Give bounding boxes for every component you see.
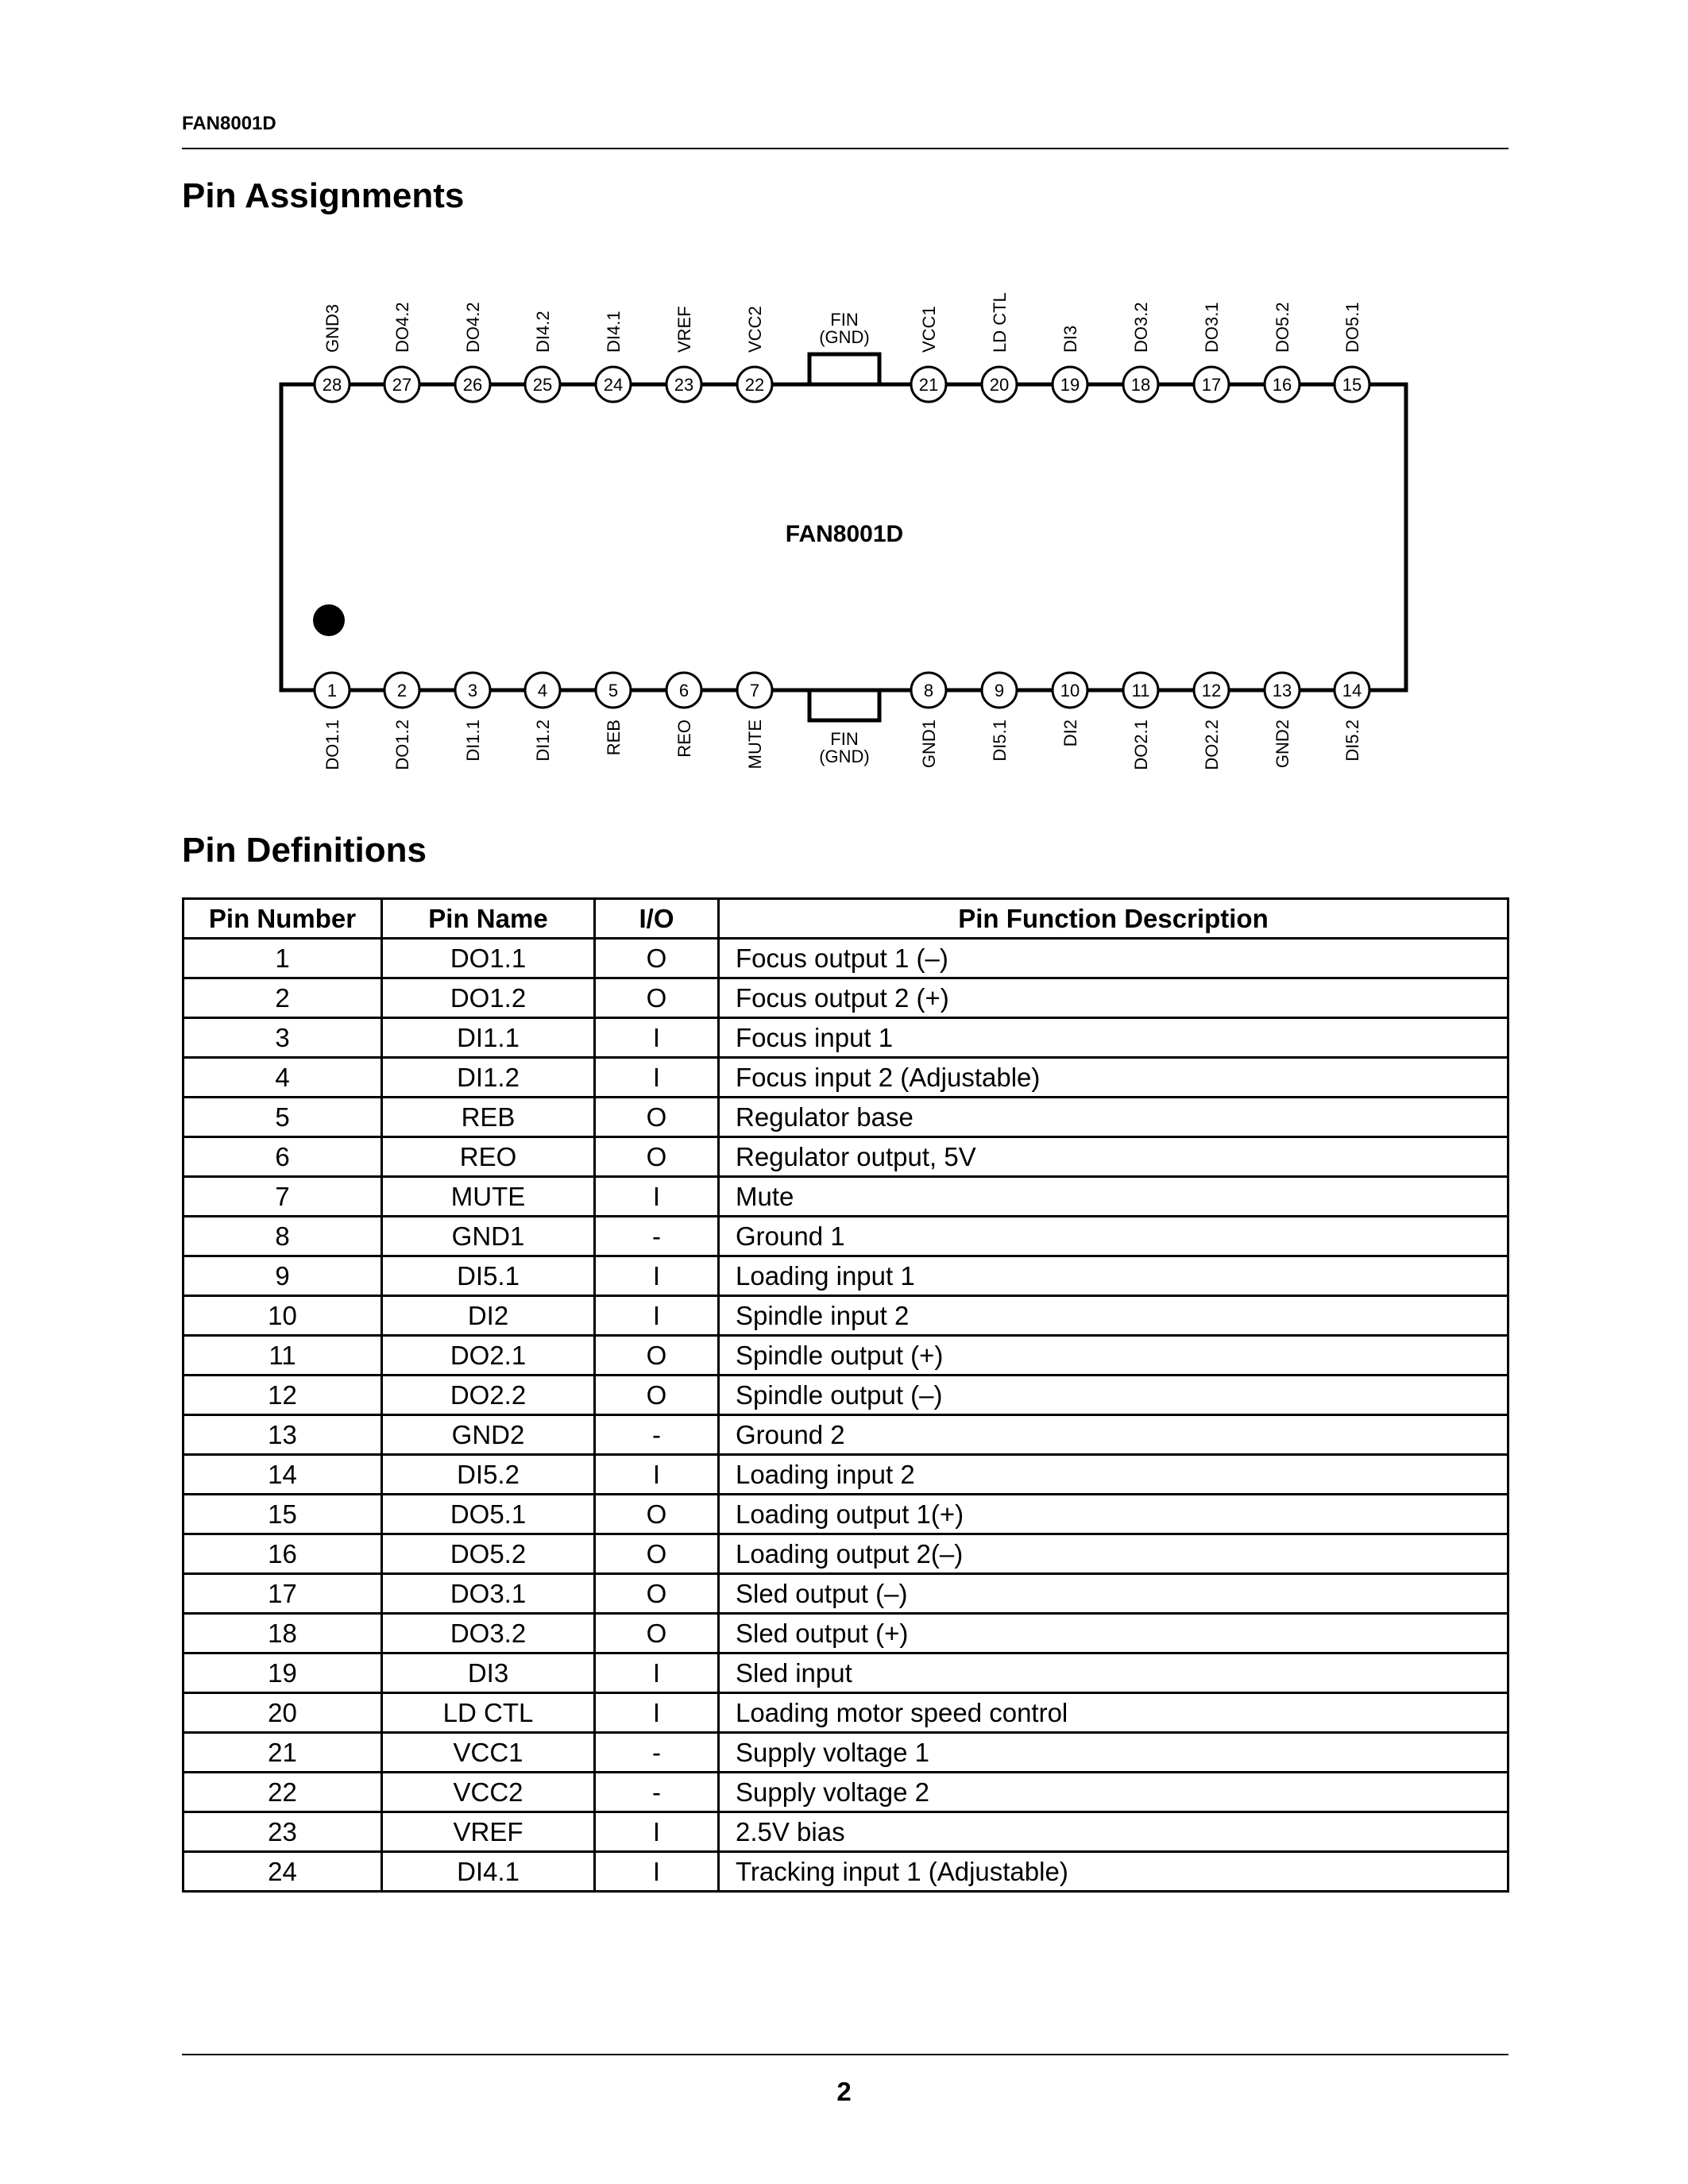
cell-pin-number: 11 <box>183 1336 382 1376</box>
pin-8-label: GND1 <box>919 720 939 769</box>
fin-tab-top <box>809 354 879 384</box>
cell-pin-number: 13 <box>183 1415 382 1455</box>
cell-pin-number: 20 <box>183 1693 382 1733</box>
cell-io: O <box>595 1098 719 1137</box>
pin-25-label: DI4.2 <box>533 311 553 353</box>
cell-pin-number: 15 <box>183 1495 382 1534</box>
cell-description: Ground 2 <box>719 1415 1508 1455</box>
cell-description: Spindle output (–) <box>719 1376 1508 1415</box>
cell-io: I <box>595 1812 719 1852</box>
cell-io: O <box>595 1137 719 1177</box>
cell-pin-name: MUTE <box>382 1177 595 1217</box>
section-title-pin-assignments: Pin Assignments <box>182 176 465 215</box>
cell-pin-name: DI5.1 <box>382 1256 595 1296</box>
cell-pin-number: 21 <box>183 1733 382 1773</box>
fin-tab-bottom <box>809 690 879 720</box>
cell-io: I <box>595 1653 719 1693</box>
page-number: 2 <box>836 2077 852 2106</box>
cell-pin-name: DO3.2 <box>382 1614 595 1653</box>
pin-25-number: 25 <box>532 375 553 395</box>
pin-11-number: 11 <box>1131 681 1150 700</box>
cell-io: O <box>595 939 719 978</box>
table-row <box>183 1296 1508 1336</box>
cell-pin-name: DI1.1 <box>382 1018 595 1058</box>
cell-description: Tracking input 1 (Adjustable) <box>719 1852 1508 1892</box>
pin-9-label: DI5.1 <box>990 720 1010 762</box>
pin-1-number: 1 <box>326 681 338 700</box>
pin-4-number: 4 <box>537 681 548 700</box>
pin-19-label: DI3 <box>1060 325 1080 353</box>
cell-io: I <box>595 1455 719 1495</box>
pin-22-number: 22 <box>744 375 765 395</box>
pin-21-number: 21 <box>918 375 939 395</box>
pin-9-number: 9 <box>994 681 1005 700</box>
pin-27-number: 27 <box>392 375 412 395</box>
pin-11-label: DO2.1 <box>1131 720 1151 770</box>
table-row <box>183 1058 1508 1098</box>
cell-io: I <box>595 1177 719 1217</box>
cell-description: Focus output 1 (–) <box>719 939 1508 978</box>
cell-description: Sled output (+) <box>719 1614 1508 1653</box>
cell-description: Supply voltage 1 <box>719 1733 1508 1773</box>
pin-7-number: 7 <box>749 681 760 700</box>
cell-io: I <box>595 1693 719 1733</box>
pin-16-number: 16 <box>1272 375 1292 395</box>
cell-pin-name: REO <box>382 1137 595 1177</box>
cell-pin-name: GND2 <box>382 1415 595 1455</box>
pin-4-label: DI1.2 <box>533 720 553 762</box>
table-row <box>183 1693 1508 1733</box>
footer-rule <box>182 2054 1508 2055</box>
cell-description: Loading output 1(+) <box>719 1495 1508 1534</box>
document-code: FAN8001D <box>182 113 276 134</box>
cell-io: O <box>595 1495 719 1534</box>
pin-23-number: 23 <box>674 375 694 395</box>
pin-10-label: DI2 <box>1060 720 1080 747</box>
table-row <box>183 939 1508 978</box>
table-row <box>183 1177 1508 1217</box>
pin1-marker-dot <box>313 604 345 636</box>
cell-pin-number: 9 <box>183 1256 382 1296</box>
cell-io: O <box>595 1574 719 1614</box>
cell-pin-name: DI2 <box>382 1296 595 1336</box>
pin-13-label: GND2 <box>1273 720 1292 769</box>
header-pin-number: Pin Number <box>183 899 382 939</box>
table-row <box>183 1773 1508 1812</box>
cell-description: Supply voltage 2 <box>719 1773 1508 1812</box>
table-header-row <box>183 899 1508 939</box>
pin-17-number: 17 <box>1201 375 1222 395</box>
cell-description: Loading input 2 <box>719 1455 1508 1495</box>
cell-description: Focus input 2 (Adjustable) <box>719 1058 1508 1098</box>
fin-bottom-gnd-label: (GND) <box>819 747 870 766</box>
pin-14-label: DI5.2 <box>1342 720 1362 762</box>
pin-16-label: DO5.2 <box>1273 302 1292 353</box>
cell-pin-name: VCC1 <box>382 1733 595 1773</box>
table-row <box>183 1018 1508 1058</box>
cell-description: Loading output 2(–) <box>719 1534 1508 1574</box>
cell-description: Loading input 1 <box>719 1256 1508 1296</box>
cell-pin-number: 8 <box>183 1217 382 1256</box>
chip-label: FAN8001D <box>785 521 904 547</box>
pin-28-number: 28 <box>322 375 342 395</box>
cell-io: I <box>595 1852 719 1892</box>
header-pin-name: Pin Name <box>382 899 595 939</box>
cell-pin-name: GND1 <box>382 1217 595 1256</box>
cell-io: - <box>595 1415 719 1455</box>
table-row <box>183 1455 1508 1495</box>
pin-23-label: VREF <box>674 306 694 353</box>
cell-pin-number: 5 <box>183 1098 382 1137</box>
pin-6-label: REO <box>674 720 694 758</box>
pin-26-label: DO4.2 <box>463 302 483 353</box>
cell-pin-number: 18 <box>183 1614 382 1653</box>
cell-pin-name: DI4.1 <box>382 1852 595 1892</box>
pin-19-number: 19 <box>1060 375 1080 395</box>
cell-pin-number: 24 <box>183 1852 382 1892</box>
fin-bottom-label: FIN <box>830 729 859 749</box>
cell-description: Regulator output, 5V <box>719 1137 1508 1177</box>
fin-top-label: FIN <box>830 310 859 330</box>
cell-description: Spindle output (+) <box>719 1336 1508 1376</box>
pin-6-number: 6 <box>678 681 689 700</box>
cell-pin-number: 22 <box>183 1773 382 1812</box>
cell-pin-number: 12 <box>183 1376 382 1415</box>
cell-pin-name: LD CTL <box>382 1693 595 1733</box>
cell-pin-number: 23 <box>183 1812 382 1852</box>
pin-20-label: LD CTL <box>990 292 1010 353</box>
cell-pin-number: 17 <box>183 1574 382 1614</box>
table-row <box>183 1614 1508 1653</box>
table-row <box>183 1812 1508 1852</box>
cell-pin-number: 19 <box>183 1653 382 1693</box>
section-title-pin-definitions: Pin Definitions <box>182 831 427 870</box>
pin-18-number: 18 <box>1130 375 1151 395</box>
table-row <box>183 1852 1508 1892</box>
pin-definitions-table <box>182 897 1509 1893</box>
cell-pin-name: DO1.2 <box>382 978 595 1018</box>
table-row <box>183 1574 1508 1614</box>
cell-pin-number: 3 <box>183 1018 382 1058</box>
cell-description: Regulator base <box>719 1098 1508 1137</box>
table-row <box>183 1415 1508 1455</box>
cell-pin-name: DI1.2 <box>382 1058 595 1098</box>
pin-5-number: 5 <box>608 681 619 700</box>
cell-description: Ground 1 <box>719 1217 1508 1256</box>
cell-pin-name: DO2.2 <box>382 1376 595 1415</box>
pin-2-label: DO1.2 <box>392 720 412 770</box>
cell-pin-name: DO2.1 <box>382 1336 595 1376</box>
pin-27-label: DO4.2 <box>392 302 412 353</box>
table-row <box>183 1495 1508 1534</box>
cell-pin-name: DI5.2 <box>382 1455 595 1495</box>
cell-io: O <box>595 978 719 1018</box>
cell-io: O <box>595 1376 719 1415</box>
table-row <box>183 1733 1508 1773</box>
cell-io: O <box>595 1614 719 1653</box>
cell-description: Spindle input 2 <box>719 1296 1508 1336</box>
pin-8-number: 8 <box>923 681 934 700</box>
cell-io: I <box>595 1018 719 1058</box>
table-row <box>183 1137 1508 1177</box>
cell-pin-name: DI3 <box>382 1653 595 1693</box>
pin-13-number: 13 <box>1272 681 1292 700</box>
cell-description: Sled output (–) <box>719 1574 1508 1614</box>
pin-28-label: GND3 <box>323 303 342 353</box>
cell-io: I <box>595 1296 719 1336</box>
cell-io: - <box>595 1773 719 1812</box>
cell-pin-number: 16 <box>183 1534 382 1574</box>
cell-pin-number: 7 <box>183 1177 382 1217</box>
table-row <box>183 1534 1508 1574</box>
pin-20-number: 20 <box>989 375 1010 395</box>
fin-top-gnd-label: (GND) <box>819 327 870 347</box>
cell-description: Mute <box>719 1177 1508 1217</box>
pin-12-label: DO2.2 <box>1202 720 1222 770</box>
cell-description: Focus output 2 (+) <box>719 978 1508 1018</box>
pin-12-number: 12 <box>1201 681 1222 700</box>
cell-io: I <box>595 1058 719 1098</box>
table-row <box>183 1336 1508 1376</box>
header-io: I/O <box>595 899 719 939</box>
pin-5-label: REB <box>604 720 624 756</box>
pin-22-label: VCC2 <box>745 306 765 353</box>
cell-pin-name: DO5.1 <box>382 1495 595 1534</box>
cell-io: O <box>595 1534 719 1574</box>
cell-description: Sled input <box>719 1653 1508 1693</box>
cell-pin-name: VREF <box>382 1812 595 1852</box>
pin-15-label: DO5.1 <box>1342 302 1362 353</box>
table-row <box>183 1376 1508 1415</box>
cell-description: Focus input 1 <box>719 1018 1508 1058</box>
pin-7-label: MUTE <box>745 720 765 770</box>
pin-3-number: 3 <box>467 681 478 700</box>
cell-io: I <box>595 1256 719 1296</box>
pin-24-label: DI4.1 <box>604 311 624 353</box>
cell-pin-number: 10 <box>183 1296 382 1336</box>
header-pin-function: Pin Function Description <box>719 899 1508 939</box>
pin-3-label: DI1.1 <box>463 720 483 762</box>
table-row <box>183 1217 1508 1256</box>
table-row <box>183 1256 1508 1296</box>
table-row <box>183 1098 1508 1137</box>
pin-14-number: 14 <box>1342 681 1362 700</box>
cell-pin-name: DO1.1 <box>382 939 595 978</box>
cell-pin-name: DO3.1 <box>382 1574 595 1614</box>
cell-pin-number: 2 <box>183 978 382 1018</box>
table-row <box>183 978 1508 1018</box>
pin-assignment-diagram <box>0 0 1688 818</box>
cell-description: 2.5V bias <box>719 1812 1508 1852</box>
cell-pin-number: 14 <box>183 1455 382 1495</box>
cell-pin-name: REB <box>382 1098 595 1137</box>
pin-26-number: 26 <box>462 375 483 395</box>
pin-24-number: 24 <box>603 375 624 395</box>
pin-15-number: 15 <box>1342 375 1362 395</box>
pin-17-label: DO3.1 <box>1202 302 1222 353</box>
cell-pin-name: DO5.2 <box>382 1534 595 1574</box>
cell-pin-number: 6 <box>183 1137 382 1177</box>
pin-10-number: 10 <box>1060 681 1080 700</box>
pin-2-number: 2 <box>396 681 408 700</box>
cell-description: Loading motor speed control <box>719 1693 1508 1733</box>
pin-18-label: DO3.2 <box>1131 302 1151 353</box>
pin-1-label: DO1.1 <box>323 720 342 770</box>
cell-pin-name: VCC2 <box>382 1773 595 1812</box>
cell-pin-number: 1 <box>183 939 382 978</box>
cell-io: O <box>595 1336 719 1376</box>
pin-21-label: VCC1 <box>919 306 939 353</box>
cell-io: - <box>595 1217 719 1256</box>
cell-io: - <box>595 1733 719 1773</box>
cell-pin-number: 4 <box>183 1058 382 1098</box>
table-row <box>183 1653 1508 1693</box>
